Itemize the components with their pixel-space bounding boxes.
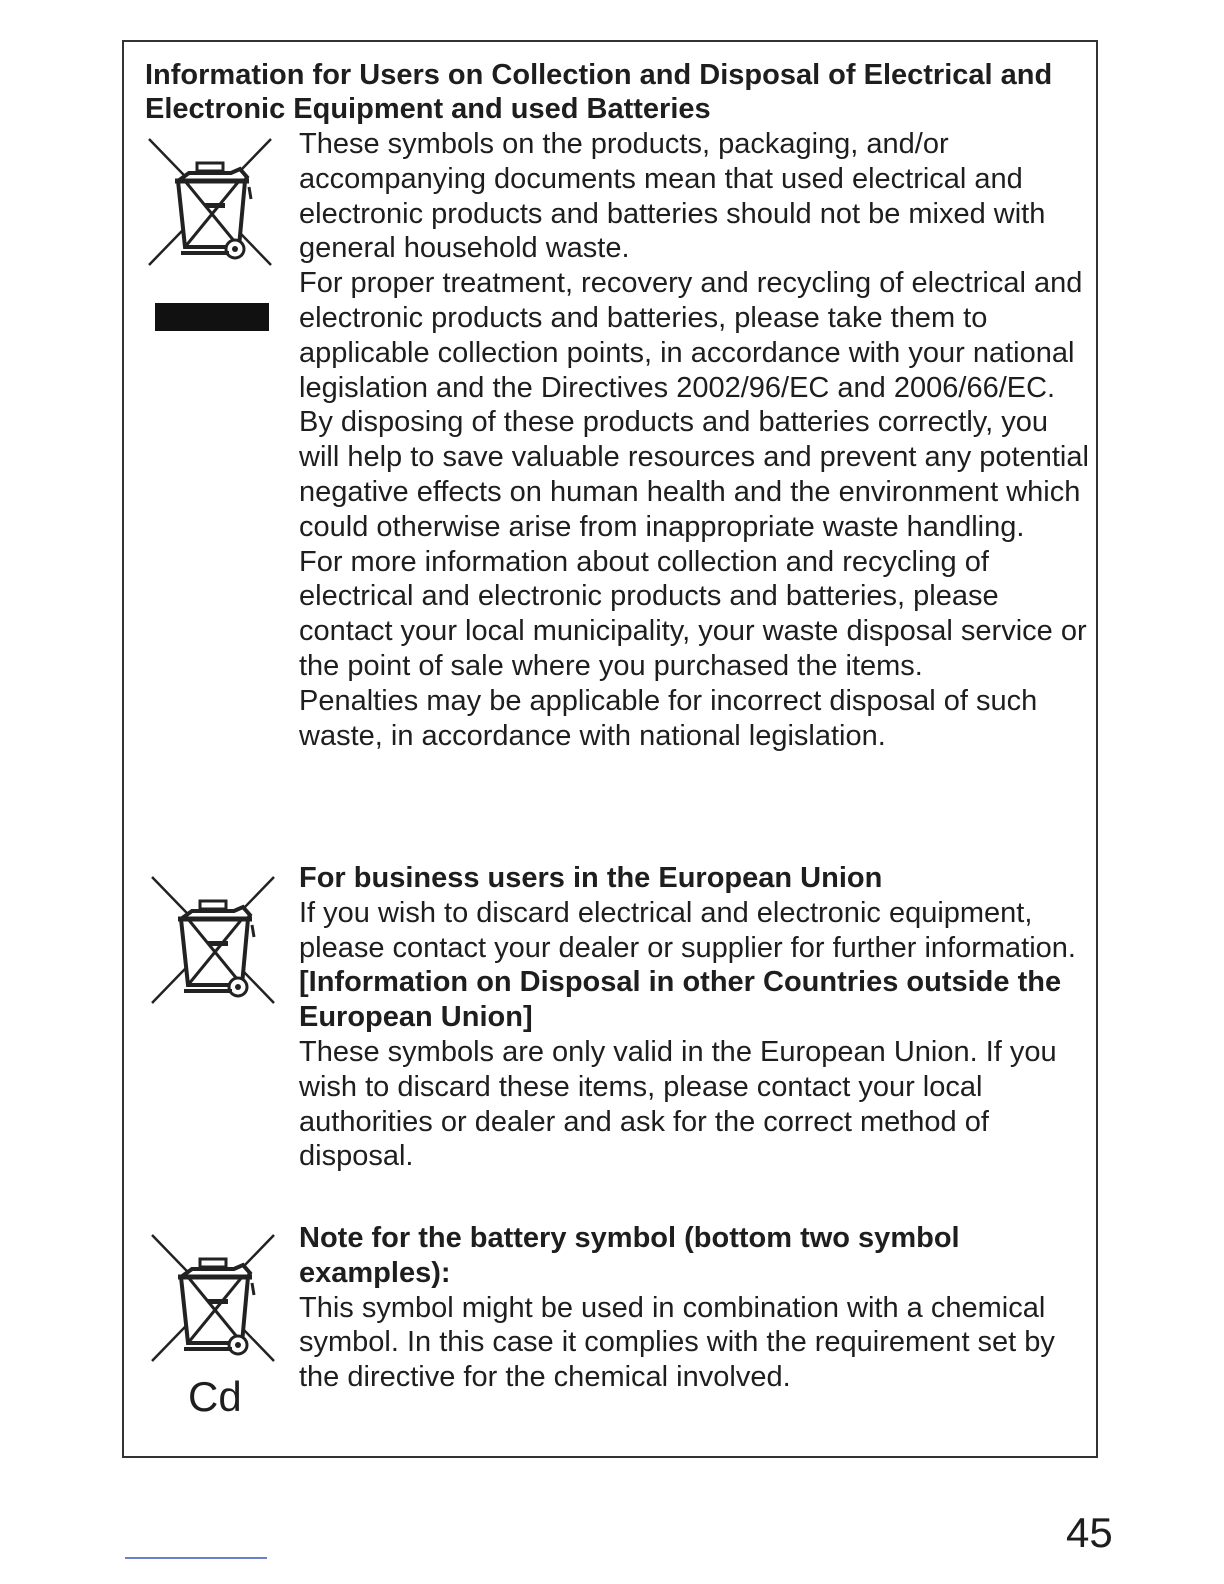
outside-eu-heading: [Information on Disposal in other Countries outside the European Union]: [299, 966, 1062, 1034]
business-heading: For business users in the European Union: [299, 862, 883, 894]
paragraph: This symbol might be used in combination with a chemical symbol. In this case it complies with the requirement set by the directive for the chemical involved.: [299, 1291, 1055, 1394]
page-number: 45: [1066, 1509, 1113, 1556]
crossed-out-bin-icon: [148, 1228, 278, 1368]
section-business: [299, 861, 1089, 1174]
page-title: Information for Users on Collection and Disposal of Electrical and Electronic Equipment and used Batteries: [145, 59, 1053, 125]
section-battery-note: [299, 1221, 1089, 1395]
paragraph: For proper treatment, recovery and recycling of electrical and electronic products and batteries, please take them to applicable collection points, in accordance with your national legislation and the Directives 2002/96/EC and 2006/66/EC.: [299, 267, 1083, 404]
footer-rule: [125, 1557, 267, 1559]
crossed-out-bin-icon: [145, 132, 275, 272]
paragraph: Penalties may be applicable for incorrect disposal of such waste, in accordance with national legislation.: [299, 684, 1038, 752]
paragraph: These symbols on the products, packaging, and/or accompanying documents mean that used electrical and electronic products and batteries should not be mixed with general household waste.: [299, 128, 1046, 265]
battery-note-heading: Note for the battery symbol (bottom two symbol examples):: [299, 1222, 960, 1289]
section-general: [299, 127, 1089, 753]
black-bar-symbol: [155, 303, 269, 331]
chemical-symbol-label: Cd: [188, 1373, 242, 1420]
paragraph: If you wish to discard electrical and electronic equipment, please contact your dealer or supplier for further information.: [299, 896, 1076, 964]
paragraph: For more information about collection and recycling of electrical and electronic products and batteries, please contact your local municipality, your waste disposal service or the point of sale where you purchased the items.: [299, 545, 1087, 682]
paragraph: These symbols are only valid in the European Union. If you wish to discard these items, please contact your local authorities or dealer and ask for the correct method of disposal.: [299, 1035, 1057, 1173]
crossed-out-bin-icon: [148, 870, 278, 1010]
paragraph: By disposing of these products and batteries correctly, you will help to save valuable resources and prevent any potential negative effects on human health and the environment which could otherwise arise from inappropriate waste handling.: [299, 406, 1089, 543]
